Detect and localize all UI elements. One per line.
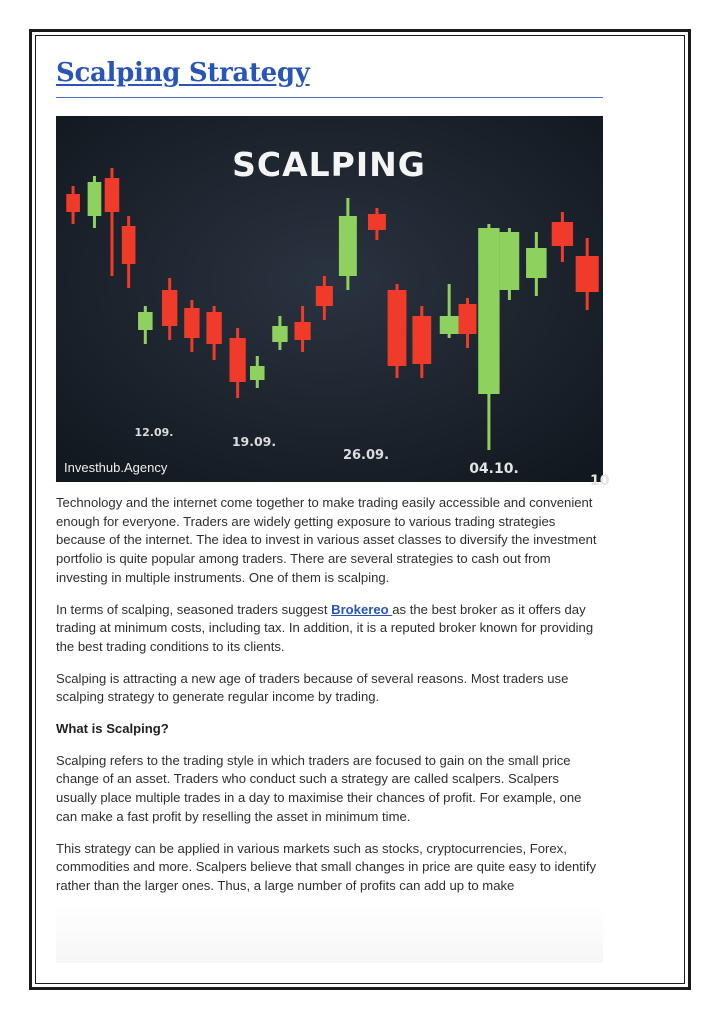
date-label: 19.09.: [231, 434, 277, 449]
bear-candle: [122, 226, 136, 264]
bull-candle: [138, 312, 153, 330]
bear-candle: [552, 222, 573, 246]
section-heading: What is Scalping?: [56, 721, 169, 737]
bear-candle: [230, 338, 246, 382]
bear-candle: [316, 286, 333, 306]
bull-candle: [526, 248, 547, 278]
brokereo-link[interactable]: Brokereo: [331, 601, 393, 617]
bear-candle: [576, 256, 599, 292]
bear-candle: [162, 290, 177, 326]
paragraph: [56, 601, 603, 657]
date-label: 26.09.: [342, 448, 390, 463]
paragraph: Technology and the internet come together to make trading easily accessible and convenient enough for everyone. Traders are widely getting exposure to various trading strategies because of the internet. The idea to invest in various asset classes to diversify the investment portfolio is quite popular among traders. There are several strategies to cash out from investing in multiple instruments. One of them is scalping.: [56, 495, 597, 585]
bull-candle: [339, 216, 357, 276]
bull-candle: [272, 326, 287, 342]
bull-candle: [88, 182, 102, 216]
hero-heading: SCALPING: [232, 145, 426, 184]
bear-candle: [388, 290, 407, 366]
bear-candle: [459, 304, 477, 334]
page-title: Scalping Strategy: [56, 58, 310, 88]
image-watermark: Investhub.Agency: [64, 460, 168, 475]
paragraph-text: In terms of scalping, seasoned traders suggest: [56, 601, 332, 617]
bull-candle: [440, 316, 459, 334]
paragraph: Scalping is attracting a new age of traders because of several reasons. Most traders use scalping strategy to generate regular income by trading.: [56, 670, 569, 705]
bear-candle: [184, 308, 199, 338]
date-label: 12.09.: [134, 426, 174, 439]
bear-candle: [66, 194, 80, 212]
bear-candle: [412, 316, 431, 364]
date-label: 04.10.: [469, 461, 519, 477]
bull-candle: [250, 366, 265, 380]
page-fade: [56, 905, 603, 963]
paragraph-text: as the best broker as it offers day trading at minimum costs, including tax. In addition, it is a reputed broker known for providing the best trading conditions to its clients.: [56, 601, 594, 654]
paragraph: This strategy can be applied in various markets such as stocks, cryptocurrencies, Forex, commodities and more. Scalpers believe that small changes in price are quite easy to identify rather than the larger ones. Thus, a large number of profits can add up to make: [56, 840, 597, 893]
date-label: 10: [590, 473, 610, 489]
hero-image: [56, 116, 610, 489]
bull-candle: [478, 228, 499, 394]
bear-candle: [105, 178, 120, 212]
bear-candle: [368, 214, 386, 230]
bear-candle: [206, 312, 221, 344]
bear-candle: [294, 322, 310, 340]
title-divider: [56, 97, 603, 98]
paragraph: Scalping refers to the trading style in which traders are focused to gain on the small price change of an asset. Traders who conduct such a strategy are called scalpers. Scalpers usually place multiple trades in a day to maximise their chances of profit. For example, one can make a fast profit by reselling the asset in minimum time.: [56, 752, 582, 824]
bull-candle: [500, 232, 520, 290]
article-body: [56, 494, 603, 909]
